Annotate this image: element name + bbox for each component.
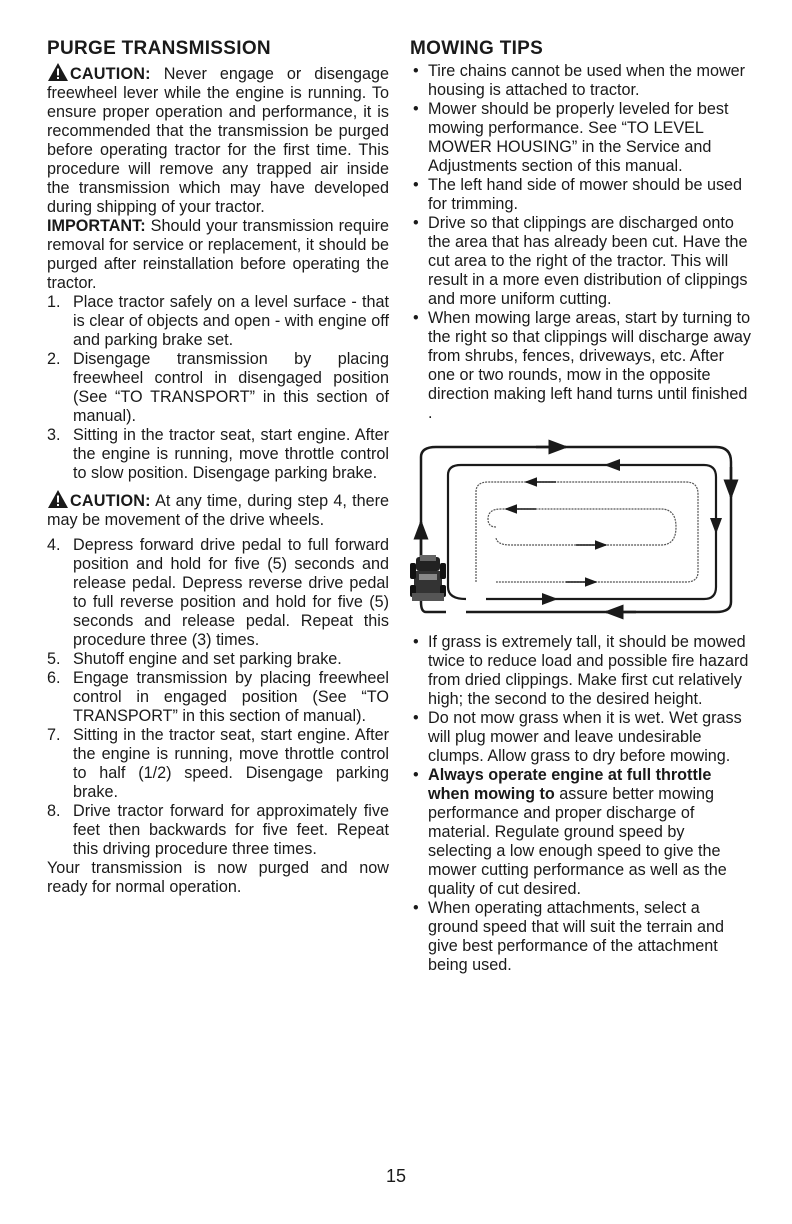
mowing-pattern-diagram <box>406 427 746 627</box>
caution-text: Never engage or disengage freewheel lever while the engine is running. To ensure proper operation and performance, it is recommended that the transmission be purged before operating tractor for the first time. This procedure will remove any trapped air inside the transmission which may have developed during shipping of your tractor. <box>47 65 390 216</box>
step-number: 3. <box>47 426 61 444</box>
caution-paragraph-2 <box>47 489 389 530</box>
step-text: Sitting in the tractor seat, start engine. After the engine is running, move throttle control to half (1/2) speed. Disengage parking brake. <box>73 726 389 801</box>
closing-paragraph: Your transmission is now purged and now ready for normal operation. <box>47 859 389 896</box>
purge-transmission-section <box>47 38 389 897</box>
list-item: • The left hand side of mower should be used for trimming. <box>413 176 743 213</box>
list-item <box>47 726 389 802</box>
mowing-tips-heading: MOWING TIPS <box>410 38 544 59</box>
mowing-tips-section <box>410 38 752 975</box>
step-text: Depress forward drive pedal to full forward position and hold for five (5) seconds and release pedal. Depress reverse drive pedal to full reverse position and hold for five (5) seconds and release pedal. Repeat this procedure three (3) times. <box>73 536 389 649</box>
purge-transmission-heading: PURGE TRANSMISSION <box>47 38 271 59</box>
list-item <box>47 669 389 726</box>
step-text: Disengage transmission by placing freewheel control in disengaged position (See “TO TRANSPORT” in this section of manual). <box>73 350 389 425</box>
list-item <box>47 650 389 669</box>
tip-text: Do not mow grass when it is wet. Wet grass will plug mower and leave undesirable clumps. Allow grass to dry before mowing. <box>428 709 742 765</box>
mowing-tips-list-a <box>410 62 752 423</box>
step-text: Engage transmission by placing freewheel control in engaged position (See “TO TRANSPORT” in this section of manual). <box>73 669 389 725</box>
list-item: • When mowing large areas, start by turning to the right so that clippings will discharge away from shrubs, fences, driveways, etc. After one or two rounds, mow in the opposite direction making left hand turns until finished . <box>413 309 752 422</box>
important-text: Should your transmission require removal for service or replacement, it should be purged after reinstallation before operating the tractor. <box>47 217 389 292</box>
tip-text: assure better mowing performance and proper discharge of material. Regulate ground speed by selecting a low enough speed to give the mower cutting performance as well as the quality of cut desired. <box>428 785 727 898</box>
step-number: 4. <box>47 536 61 554</box>
warning-triangle-icon <box>47 489 69 509</box>
list-item: • When operating attachments, select a ground speed that will suit the terrain and give best performance of the attachment being used. <box>413 899 725 974</box>
step-number: 7. <box>47 726 61 744</box>
list-item <box>47 536 389 650</box>
mowing-path-inner <box>488 509 676 545</box>
tip-text: If grass is extremely tall, it should be mowed twice to reduce load and possible fire hazard from dried clippings. Make first cut relatively high; the second to the desired height. <box>428 633 749 708</box>
step-text: Place tractor safely on a level surface - that is clear of objects and open - with engine off and parking brake set. <box>73 293 389 349</box>
mowing-path-third <box>476 482 698 582</box>
step-text: Drive tractor forward for approximately five feet then backwards for five feet. Repeat this driving procedure three times. <box>73 802 389 858</box>
list-item: • Mower should be properly leveled for best mowing performance. See “TO LEVEL MOWER HOUSING” in the Service and Adjustments section of this manual. <box>413 100 729 175</box>
mowing-path-outer <box>421 447 731 612</box>
mowing-tips-list-b <box>410 633 752 975</box>
list-item <box>47 350 389 426</box>
caution-text: At any time, during step 4, there may be movement of the drive wheels. <box>47 492 390 529</box>
caution-paragraph-1 <box>47 62 389 217</box>
purge-steps-list-a <box>47 293 389 483</box>
list-item <box>47 802 389 859</box>
step-text: Shutoff engine and set parking brake. <box>73 650 342 668</box>
important-label: IMPORTANT: <box>47 217 146 235</box>
list-item <box>47 293 389 350</box>
step-number: 6. <box>47 669 61 687</box>
page-number: 15 <box>385 1166 407 1186</box>
purge-steps-list-b <box>47 536 389 859</box>
warning-triangle-icon <box>47 62 69 82</box>
tip-text: Tire chains cannot be used when the mower housing is attached to tractor. <box>428 62 746 99</box>
caution-label: CAUTION: <box>70 65 151 83</box>
step-number: 2. <box>47 350 61 368</box>
list-item: • Tire chains cannot be used when the mower housing is attached to tractor. <box>413 62 746 99</box>
list-item <box>47 426 389 483</box>
step-text: Sitting in the tractor seat, start engine. After the engine is running, move throttle control to slow position. Disengage parking brake. <box>73 426 389 482</box>
list-item: • Always operate engine at full throttle when mowing to assure better mowing performance and proper discharge of material. Regulate ground speed by selecting a low enough speed to give the mower cutting performance as well as the quality of cut desired. <box>413 766 727 898</box>
tip-text: The left hand side of mower should be used for trimming. <box>428 176 743 213</box>
caution-label: CAUTION: <box>70 492 151 510</box>
list-item: • If grass is extremely tall, it should be mowed twice to reduce load and possible fire hazard from dried clippings. Make first cut relatively high; the second to the desired height. <box>413 633 749 708</box>
step-number: 5. <box>47 650 61 668</box>
tip-text: Drive so that clippings are discharged onto the area that has already been cut. Have the cut area to the right of the tractor. This will result in a more even distribution of clippings and more uniform cutting. <box>428 214 748 308</box>
step-number: 8. <box>47 802 61 820</box>
step-number: 1. <box>47 293 61 311</box>
important-paragraph <box>47 217 389 293</box>
tip-text: When mowing large areas, start by turning to the right so that clippings will discharge away from shrubs, fences, driveways, etc. After one or two rounds, mow in the opposite direction making left hand turns until finished . <box>428 309 752 422</box>
tip-text: Mower should be properly leveled for best mowing performance. See “TO LEVEL MOWER HOUSING” in the Service and Adjustments section of this manual. <box>428 100 729 175</box>
list-item: • Drive so that clippings are discharged onto the area that has already been cut. Have the cut area to the right of the tractor. This will result in a more even distribution of clippings and more uniform cutting. <box>413 214 748 308</box>
list-item: • Do not mow grass when it is wet. Wet grass will plug mower and leave undesirable clumps. Allow grass to dry before mowing. <box>413 709 742 765</box>
tip-text: When operating attachments, select a ground speed that will suit the terrain and give best performance of the attachment being used. <box>428 899 725 974</box>
tractor-icon <box>410 555 446 601</box>
tip-bold-text: Always operate engine at full throttle when mowing to <box>428 766 712 803</box>
